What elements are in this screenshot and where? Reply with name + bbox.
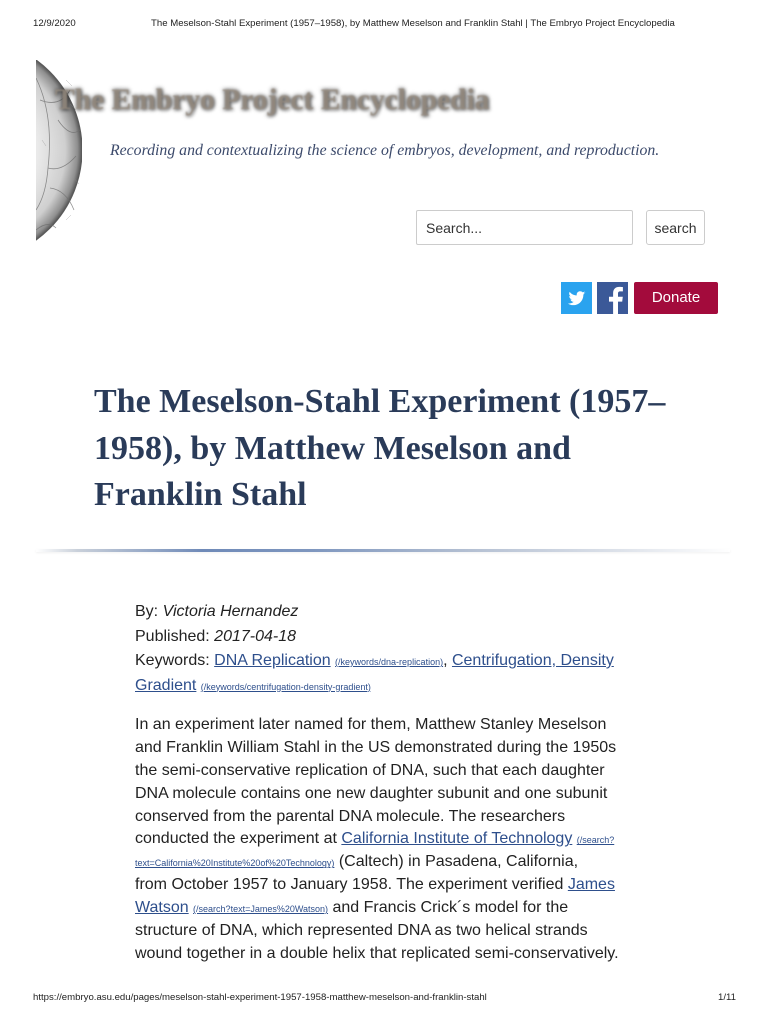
text-line xyxy=(135,897,655,920)
print-page-url: https://embryo.asu.edu/pages/meselson-stahl-experiment-1957-1958-matthew-meselson-and-franklin-stahl xyxy=(33,992,487,1003)
text-line xyxy=(135,674,655,699)
text-line xyxy=(135,920,655,943)
site-tagline: Recording and contextualizing the science of embryos, development, and reproduction. xyxy=(110,142,660,159)
article-meta xyxy=(135,600,655,698)
inline-link[interactable]: Gradient xyxy=(135,676,197,694)
print-page-number: 1/11 xyxy=(718,992,736,1003)
text-line xyxy=(135,828,655,851)
text-run: and Franklin William Stahl in the US demonstrated during the 1950s xyxy=(135,738,617,756)
site-title-logo[interactable]: The Embryo Project Encyclopedia xyxy=(55,84,490,116)
inline-link-path[interactable]: (/search?text=James%20Watson) xyxy=(193,904,329,915)
text-line xyxy=(135,649,655,674)
inline-link[interactable]: James xyxy=(567,876,615,894)
text-run: wound together in a double helix that replicated semi-conservatively. xyxy=(135,944,619,962)
article-title: The Meselson-Stahl Experiment (1957–1958), by Matthew Meselson and Franklin Stahl xyxy=(94,383,666,513)
inline-link-path[interactable]: (/keywords/dna-replication) xyxy=(335,657,444,667)
by-label: By: xyxy=(135,603,159,620)
text-run: the semi-conservative replication of DNA, such that each daughter xyxy=(135,761,605,779)
text-run: DNA molecule contains one new daughter subunit and one subunit xyxy=(135,784,608,802)
donate-button[interactable]: Donate xyxy=(634,282,718,314)
published-label: Published: xyxy=(135,627,210,645)
text-line xyxy=(135,851,655,874)
title-divider xyxy=(36,549,730,552)
text-line xyxy=(135,943,655,966)
text-line xyxy=(135,760,655,783)
text-run: conducted the experiment at xyxy=(135,830,342,848)
twitter-icon[interactable] xyxy=(561,282,592,314)
text-line xyxy=(135,714,655,737)
keywords xyxy=(135,649,655,698)
byline xyxy=(135,600,655,625)
inline-link[interactable]: California Institute of Technology xyxy=(341,830,573,848)
text-run: from October 1957 to January 1958. The experiment verified xyxy=(135,876,568,894)
inline-link[interactable]: DNA Replication xyxy=(214,652,331,669)
text-run: (Caltech) in Pasadena, California, xyxy=(334,853,579,871)
print-date: 12/9/2020 xyxy=(33,18,76,29)
print-page-title: The Meselson-Stahl Experiment (1957–1958), by Matthew Meselson and Franklin Stahl | The Embryo Project Encyclopedia xyxy=(151,18,675,29)
inline-link[interactable]: Centrifugation, Density xyxy=(451,652,614,669)
text-run: In an experiment later named for them, Matthew Stanley Meselson xyxy=(135,716,607,733)
text-line xyxy=(135,783,655,806)
text-line xyxy=(135,874,655,897)
search-button[interactable]: search xyxy=(646,210,705,245)
published-date: 2017-04-18 xyxy=(214,627,297,645)
text-run: Keywords: xyxy=(135,652,215,669)
text-line xyxy=(135,806,655,829)
facebook-f-icon xyxy=(597,282,628,314)
inline-link-path[interactable]: text=California%20Institute%20of%20Technology) xyxy=(135,858,335,869)
text-line xyxy=(135,737,655,760)
twitter-bird-icon xyxy=(567,288,587,308)
published-line xyxy=(135,625,655,650)
text-run: conserved from the parental DNA molecule. The researchers xyxy=(135,807,566,825)
inline-link[interactable]: Watson xyxy=(135,899,189,917)
article-body-paragraph xyxy=(135,714,655,966)
facebook-icon[interactable] xyxy=(597,282,628,314)
inline-link-path[interactable]: (/search? xyxy=(576,835,615,846)
inline-link-path[interactable]: (/keywords/centrifugation-density-gradient) xyxy=(200,681,371,692)
text-run: structure of DNA, which represented DNA as two helical strands xyxy=(135,922,588,940)
text-run: and Francis Crick´s model for the xyxy=(328,899,569,917)
search-input[interactable] xyxy=(416,210,633,245)
author-name: Victoria Hernandez xyxy=(162,603,299,620)
text-run: , xyxy=(443,652,452,669)
